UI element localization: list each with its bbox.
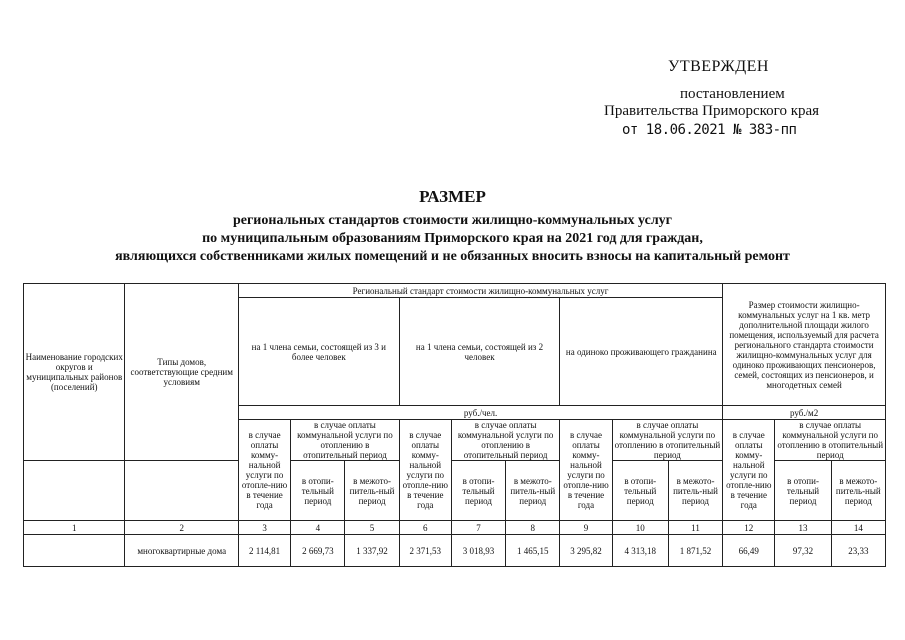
header-interheating-period: в межото-питель-ный период [345, 461, 399, 521]
column-number: 9 [560, 521, 612, 535]
header-standard-group: Региональный стандарт стоимости жилищно-коммунальных услуг [238, 284, 722, 298]
column-number: 13 [775, 521, 831, 535]
header-municipality: Наименование городских округов и муниципальных районов (поселений) [24, 284, 125, 461]
subtitle-line-2: по муниципальным образованиям Приморского края на 2021 год для граждан, [202, 231, 703, 246]
row-value: 1 465,15 [506, 535, 560, 567]
header-payment-season: в случае оплаты коммунальной услуги по отоплению в отопительный период [451, 420, 559, 461]
row-value: 2 371,53 [399, 535, 451, 567]
header-payment-season: в случае оплаты коммунальной услуги по отоплению в отопительный период [612, 420, 723, 461]
header-payment-year: в случае оплаты комму-нальной услуги по отопле-нию в течение года [238, 420, 290, 521]
column-number: 7 [451, 521, 505, 535]
row-value: 2 669,73 [291, 535, 345, 567]
column-number: 1 [24, 521, 125, 535]
header-heating-period: в отопи-тельный период [291, 461, 345, 521]
row-value: 23,33 [831, 535, 885, 567]
decree-line-1: постановлением [680, 86, 785, 102]
column-number: 8 [506, 521, 560, 535]
header-interheating-period: в межото-питель-ный период [506, 461, 560, 521]
row-municipality [24, 535, 125, 567]
subtitle-line-1: региональных стандартов стоимости жилищно-коммунальных услуг [232, 213, 673, 228]
subtitle-line-3: являющихся собственниками жилых помещений и не обязанных вносить взносы на капитальный ремонт [115, 249, 790, 264]
header-interheating-period: в межото-питель-ный период [668, 461, 722, 521]
row-value: 2 114,81 [238, 535, 290, 567]
header-heating-period: в отопи-тельный период [775, 461, 831, 521]
column-numbers-row [24, 521, 886, 535]
row-value: 1 871,52 [668, 535, 722, 567]
row-value: 3 295,82 [560, 535, 612, 567]
header-family-2: на 1 члена семьи, состоящей из 2 человек [399, 298, 560, 406]
decree-date-number: от 18.06.2021 № 383-пп [622, 122, 797, 138]
header-payment-year: в случае оплаты комму-нальной услуги по отопле-нию в течение года [399, 420, 451, 521]
header-payment-season: в случае оплаты коммунальной услуги по отоплению в отопительный период [291, 420, 399, 461]
header-extra-area-group: Размер стоимости жилищно-коммунальных услуг на 1 кв. метр дополнительной площади жилого помещения, используемый для расчета регионального стандарта стоимости жилищно-коммунальных услуг для одиноко проживающих пенсионеров, семей, состоящих из пенсионеров, и многодетных семей [723, 284, 886, 406]
header-house-types: Типы домов, соответствующие средним условиям [125, 284, 239, 461]
header-family-3: на 1 члена семьи, состоящей из 3 и более человек [238, 298, 399, 406]
header-payment-season: в случае оплаты коммунальной услуги по отоплению в отопительный период [775, 420, 886, 461]
row-value: 1 337,92 [345, 535, 399, 567]
column-number: 5 [345, 521, 399, 535]
standards-table [23, 283, 886, 567]
column-number: 11 [668, 521, 722, 535]
row-house-type: многоквартирные дома [125, 535, 239, 567]
column-number: 14 [831, 521, 885, 535]
header-heating-period: в отопи-тельный период [612, 461, 668, 521]
column-number: 3 [238, 521, 290, 535]
header-single: на одиноко проживающего гражданина [560, 298, 723, 406]
unit-per-m2: руб./м2 [723, 406, 886, 420]
column-number: 10 [612, 521, 668, 535]
header-heating-period: в отопи-тельный период [451, 461, 505, 521]
row-value: 4 313,18 [612, 535, 668, 567]
decree-line-2: Правительства Приморского края [604, 103, 820, 119]
header-interheating-period: в межото-питель-ный период [831, 461, 885, 521]
row-value: 66,49 [723, 535, 775, 567]
row-value: 97,32 [775, 535, 831, 567]
column-number: 4 [291, 521, 345, 535]
unit-per-person: руб./чел. [238, 406, 722, 420]
table-row [24, 535, 886, 567]
column-number: 6 [399, 521, 451, 535]
header-payment-year: в случае оплаты комму-нальной услуги по отопле-нию в течение года [560, 420, 612, 521]
document-title: РАЗМЕР [419, 187, 486, 206]
column-number: 12 [723, 521, 775, 535]
column-number: 2 [125, 521, 239, 535]
approved-label: УТВЕРЖДЕН [668, 58, 769, 75]
row-value: 3 018,93 [451, 535, 505, 567]
header-payment-year: в случае оплаты комму-нальной услуги по отопле-нию в течение года [723, 420, 775, 521]
